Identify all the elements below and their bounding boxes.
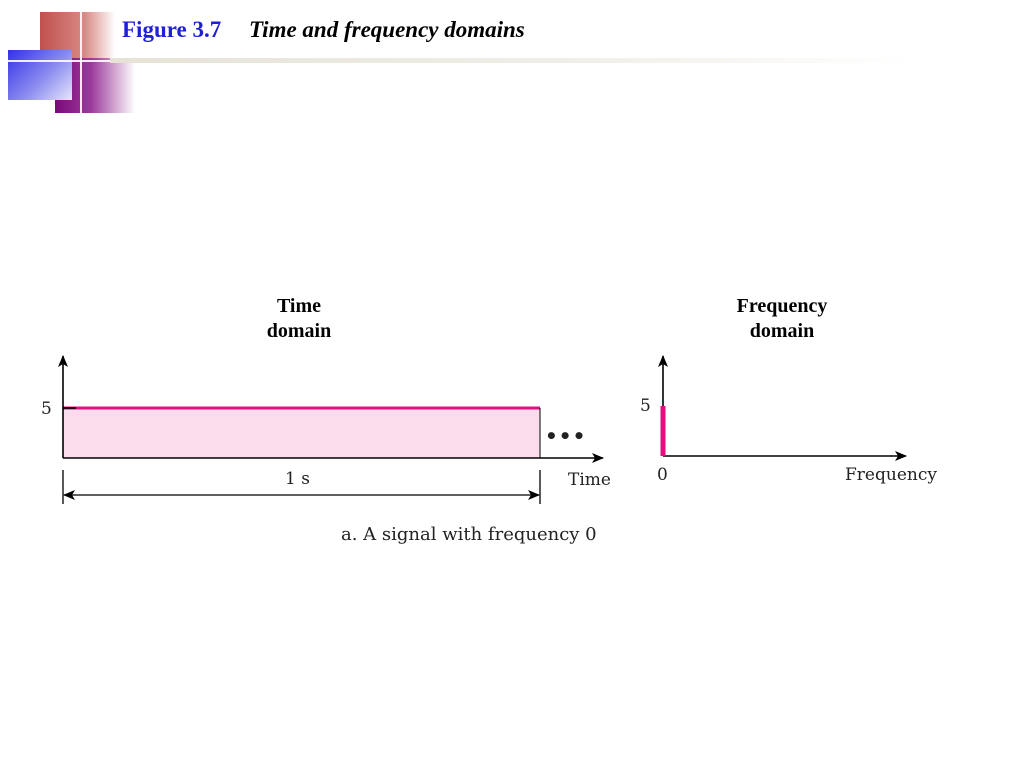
freq-x-tick-label: 0 — [657, 465, 668, 485]
time-signal-area — [63, 408, 540, 458]
figure-number: Figure 3.7 — [122, 17, 222, 42]
time-domain-heading-line2: domain — [266, 320, 332, 342]
time-domain-heading-line1: Time — [276, 295, 322, 317]
time-domain-heading — [249, 294, 349, 344]
freq-y-tick-label: 5 — [640, 396, 651, 416]
figure-caption: Time and frequency domains — [248, 17, 525, 42]
frequency-axis-label: Frequency — [845, 465, 937, 485]
subcaption: a. A signal with frequency 0 — [341, 524, 597, 545]
time-axis-label: Time — [568, 470, 611, 490]
time-y-tick-label: 5 — [41, 399, 52, 419]
frequency-domain-heading-line2: domain — [749, 320, 815, 342]
frequency-domain-heading — [712, 294, 852, 344]
continuation-dots: ••• — [545, 424, 587, 448]
duration-label: 1 s — [285, 469, 310, 489]
frequency-domain-heading-line1: Frequency — [736, 295, 828, 317]
